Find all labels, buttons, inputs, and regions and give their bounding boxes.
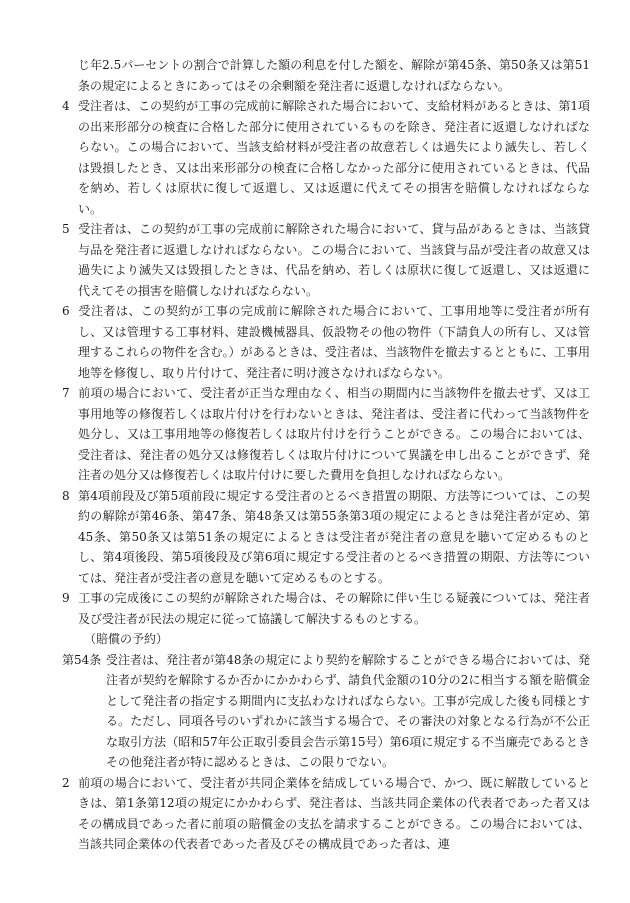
article-item-2: [62, 773, 590, 855]
article-54: [62, 650, 590, 773]
item-text: 前項の場合において、受注者が正当な理由なく、相当の期間内に当該物件を撤去せず、又は工事用地等の修復若しくは取片付けを行わないときは、発注者は、受注者に代わって当該物件を処分し、又は工事用地等の修復若しくは取片付けを行うことができる。この場合においては、受注者は、発注者の処分又は修復若しくは取片付けについて異議を申し出ることができず、発注者の処分又は修復若しくは取片付けに要した費用を負担しなければならない。: [78, 386, 590, 482]
item-number: 6: [62, 304, 70, 318]
clause-item-9: [62, 588, 590, 629]
clause-item-7: [62, 383, 590, 486]
item-text: 前項の場合において、受注者が共同企業体を結成している場合で、かつ、既に解散しているときは、第1条第12項の規定にかかわらず、発注者は、当該共同企業体の代表者であった者又はその構成員であった者に前項の賠償金の支払を請求することができる。この場合においては、当該共同企業体の代表者であった者及びその構成員であった者は、連: [78, 775, 590, 851]
item-text: 受注者は、この契約が工事の完成前に解除された場合において、貸与品があるときは、当該貸与品を発注者に返還しなければならない。この場合において、当該貸与品が受注者の故意又は過失により滅失又は毀損したときは、代品を納め、若しくは原状に復して返還し、又は返還に代えてその損害を賠償しなければならない。: [78, 222, 590, 298]
item-number: 8: [62, 488, 70, 503]
item-number: 7: [62, 386, 70, 400]
clause-item-4: [62, 96, 590, 219]
article-number: 第54条: [62, 652, 102, 667]
clause-item-8: [62, 486, 590, 589]
article-text: 受注者は、発注者が第48条の規定により契約を解除することができる場合においては、発注者が契約を解除するか否かにかかわらず、請負代金額の10分の2に相当する額を賠償金として発注者の指定する期間内に支払わなければならない。工事が完成した後も同様とする。ただし、同項各号のいずれかに該当する場合で、その審決の対象となる行為が不公正な取引方法（昭和57年公正取引委員会告示第15号）第6項に規定する不当廉売であるときその他発注者が特に認めるときは、この限りでない。: [106, 652, 590, 769]
article-heading: （賠償の予約）: [84, 632, 169, 646]
item-number: 4: [62, 99, 70, 113]
document-page: [62, 55, 590, 855]
item-number: 2: [62, 775, 70, 790]
item-text: 受注者は、この契約が工事の完成前に解除された場合において、工事用地等に受注者が所有し、又は管理する工事材料、建設機械器具、仮設物その他の物件（下請負人の所有し、又は管理するこれらの物件を含む。）があるときは、受注者は、当該物件を撤去するとともに、工事用地等を修復し、取り片付けて、発注者に明け渡さなければならない。: [78, 304, 590, 380]
item-number: 5: [62, 222, 70, 236]
item-text: 受注者は、この契約が工事の完成前に解除された場合において、支給材料があるときは、第1項の出来形部分の検査に合格した部分に使用されているものを除き、発注者に返還しなければならない。この場合において、当該支給材料が受注者の故意若しくは過失により滅失し、若しくは毀損したとき、又は出来形部分の検査に合格しなかった部分に使用されているときは、代品を納め、若しくは原状に復して返還し、又は返還に代えてその損害を賠償しなければならない。: [78, 99, 590, 216]
item-text: 第4項前段及び第5項前段に規定する受注者のとるべき措置の期限、方法等については、この契約の解除が第46条、第47条、第48条又は第55条第3項の規定によるときは発注者が定め、第45条、第50条又は第51条の規定によるときは受注者が発注者の意見を聴いて定めるものとし、第4項後段、第5項後段及び第6項に規定する受注者のとるべき措置の期限、方法等については、発注者が受注者の意見を聴いて定めるものとする。: [78, 488, 590, 585]
item-text: 工事の完成後にこの契約が解除された場合は、その解除に伴い生じる疑義については、発注者及び受注者が民法の規定に従って協議して解決するものとする。: [78, 591, 590, 626]
clause-item-6: [62, 301, 590, 383]
clause-item-5: [62, 219, 590, 301]
item-number: 9: [62, 591, 70, 605]
continuation-paragraph: じ年2.5パーセントの割合で計算した額の利息を付した額を、解除が第45条、第50条又は第51条の規定によるときにあってはその余剰額を発注者に返還しなければならない。: [78, 58, 590, 93]
